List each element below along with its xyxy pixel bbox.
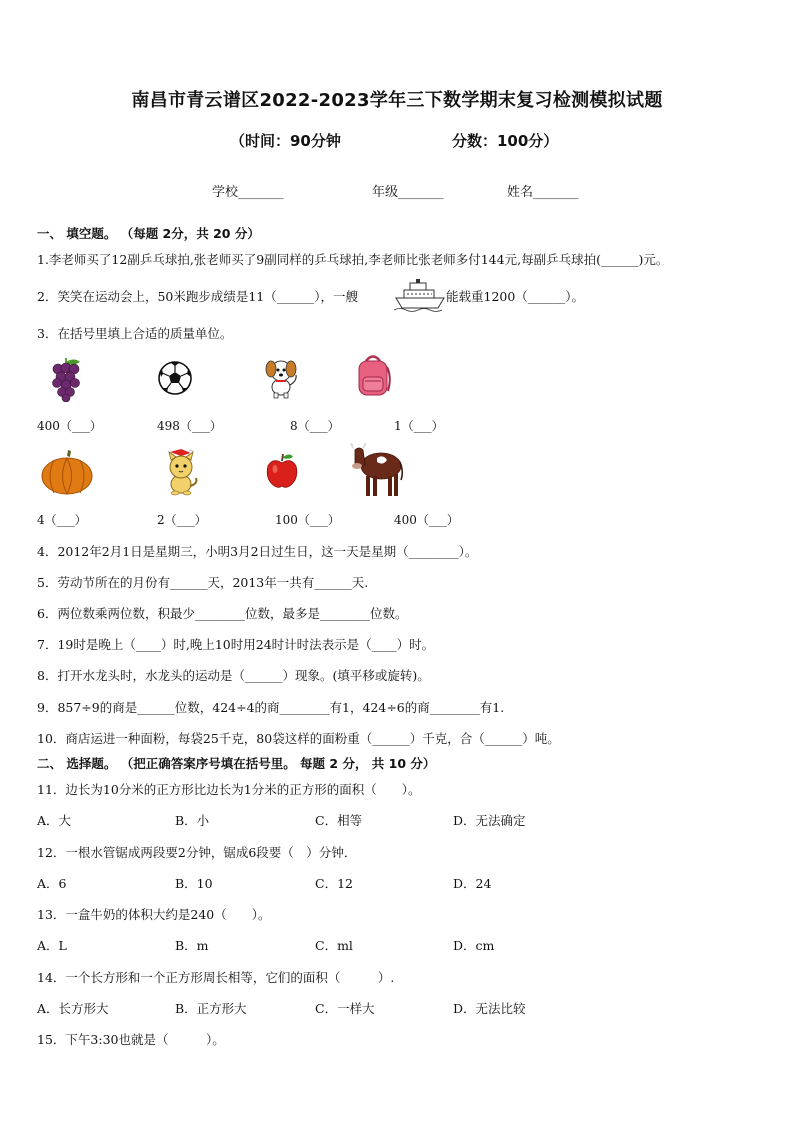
question-14: 14．一个长方形和一个正方形周长相等，它们的面积（ ）. — [37, 970, 395, 985]
q14-option-c: C．一样大 — [315, 1001, 375, 1016]
question-12: 12．一根水管锯成两段要2分钟，锯成6段要（ ）分钟． — [37, 845, 357, 860]
question-1: 1.李老师买了12副乒乓球拍,张老师买了9副同样的乒乓球拍,李老师比张老师多付144元,每副乒乓球拍(______)元。 — [37, 252, 669, 267]
row2-label-2: 2（___） — [157, 513, 207, 527]
question-15: 15．下午3:30也就是（ ）。 — [37, 1032, 225, 1047]
puppy-icon — [262, 355, 300, 399]
row2-label-4: 400（___） — [394, 513, 459, 527]
soccer-ball-icon — [157, 360, 193, 396]
question-8: 8．打开水龙头时，水龙头的运动是（______）现象。(填平移或旋转)。 — [37, 668, 430, 683]
row2-label-1: 4（___） — [37, 513, 87, 527]
ship-icon — [394, 278, 446, 312]
grapes-icon — [48, 356, 84, 402]
school-field: 学校_______ — [212, 185, 284, 200]
q12-option-b: B．10 — [175, 876, 213, 891]
grade-field: 年级_______ — [372, 185, 444, 200]
backpack-icon — [353, 353, 393, 399]
q14-option-a: A．长方形大 — [37, 1001, 109, 1016]
row1-label-4: 1（___） — [394, 419, 444, 433]
q13-option-c: C．ml — [315, 938, 353, 953]
question-2-part-a: 2．笑笑在运动会上，50米跑步成绩是11（______），一艘 — [37, 289, 359, 304]
q13-option-d: D．cm — [453, 938, 495, 953]
q12-option-a: A．6 — [37, 876, 67, 891]
question-13: 13．一盒牛奶的体积大约是240（ ）。 — [37, 907, 271, 922]
question-10: 10．商店运进一种面粉，每袋25千克，80袋这样的面粉重（______）千克，合（______）吨。 — [37, 731, 560, 746]
row2-label-3: 100（___） — [275, 513, 340, 527]
row1-label-2: 498（___） — [157, 419, 222, 433]
q11-option-a: A．大 — [37, 813, 72, 828]
name-field: 姓名_______ — [507, 185, 579, 200]
apple-icon — [265, 452, 299, 490]
cow-icon — [349, 442, 405, 500]
row1-label-3: 8（___） — [290, 419, 340, 433]
question-11: 11．边长为10分米的正方形比边长为1分米的正方形的面积（ ）。 — [37, 782, 421, 797]
section2-heading: 二、 选择题。 （把正确答案序号填在括号里。 每题 2 分， 共 10 分） — [37, 756, 436, 771]
question-2-part-b: 能载重1200（______）。 — [446, 289, 585, 304]
pumpkin-icon — [40, 448, 94, 496]
q11-option-b: B．小 — [175, 813, 210, 828]
score-label: 分数：100分） — [452, 132, 559, 150]
kitten-icon — [160, 448, 202, 496]
q11-option-c: C．相等 — [315, 813, 363, 828]
question-4: 4．2012年2月1日是星期三，小明3月2日过生日，这一天是星期（________）。 — [37, 544, 478, 559]
time-label: （时间：90分钟 — [230, 132, 341, 150]
q12-option-d: D．24 — [453, 876, 492, 891]
question-3: 3．在括号里填上合适的质量单位。 — [37, 326, 233, 341]
page-title: 南昌市青云谱区2022-2023学年三下数学期末复习检测模拟试题 — [131, 90, 663, 111]
question-7: 7．19时是晚上（____）时,晚上10时用24时计时法表示是（____）时。 — [37, 637, 435, 652]
q14-option-d: D．无法比较 — [453, 1001, 526, 1016]
q13-option-a: A．L — [37, 938, 67, 953]
section1-heading: 一、 填空题。 （每题 2分，共 20 分） — [37, 226, 260, 241]
q13-option-b: B．m — [175, 938, 209, 953]
question-9: 9．857÷9的商是______位数，424÷4的商________有1，424÷6的商________有1. — [37, 700, 505, 715]
q12-option-c: C．12 — [315, 876, 353, 891]
q14-option-b: B．正方形大 — [175, 1001, 247, 1016]
row1-label-1: 400（___） — [37, 419, 102, 433]
q11-option-d: D．无法确定 — [453, 813, 526, 828]
question-5: 5．劳动节所在的月份有______天，2013年一共有______天. — [37, 575, 369, 590]
question-6: 6．两位数乘两位数，积最少________位数，最多是________位数。 — [37, 606, 408, 621]
